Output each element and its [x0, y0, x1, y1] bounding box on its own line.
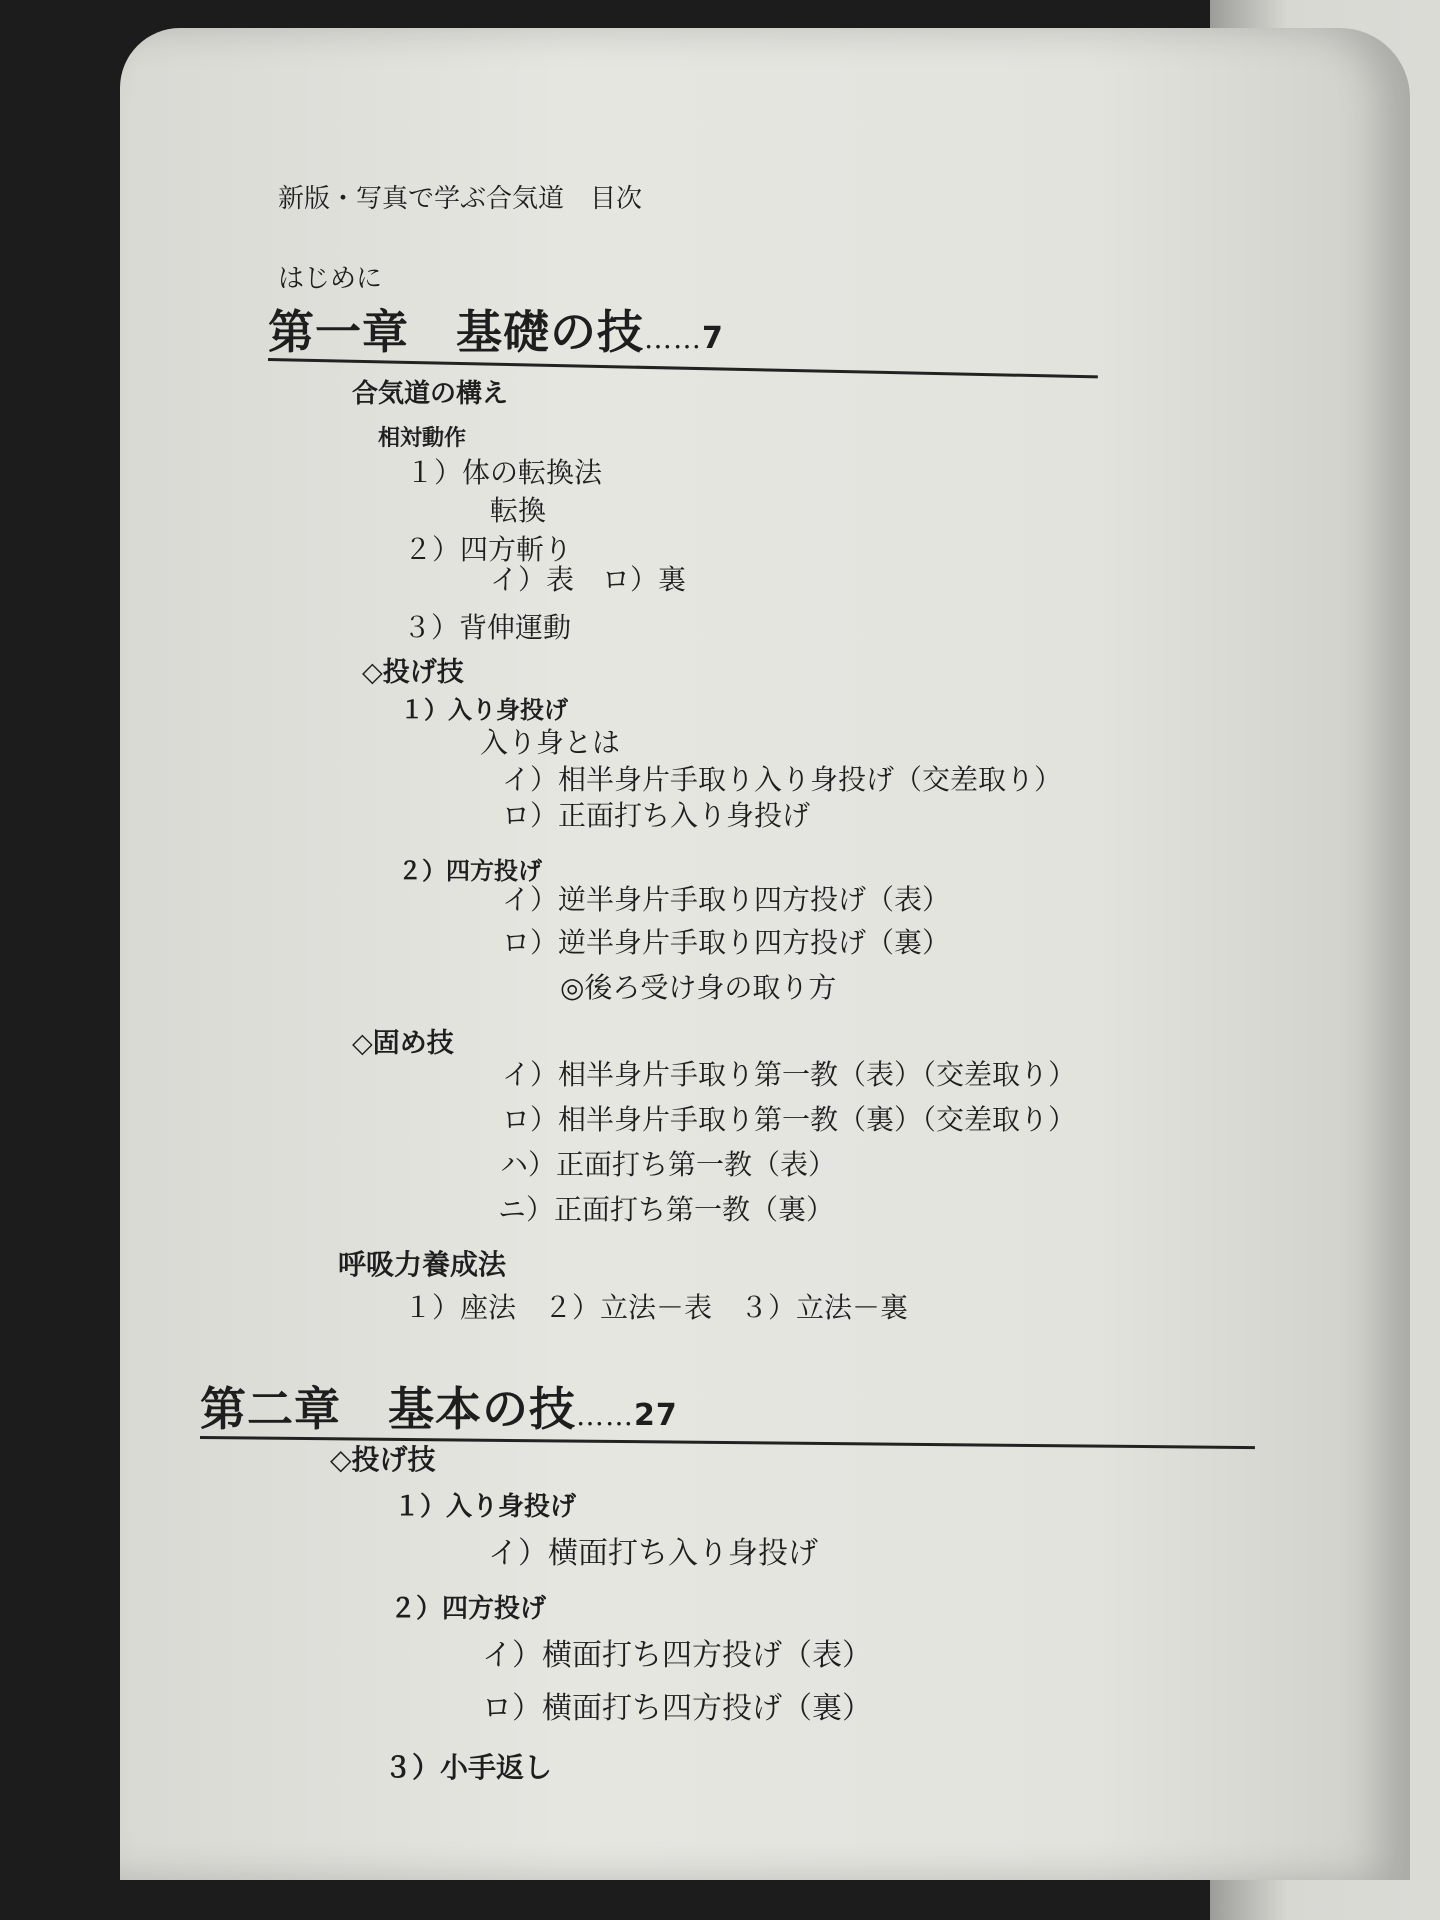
page-title: 新版・写真で学ぶ合気道 目次 — [278, 184, 643, 214]
toc-entry: ◇投げ技 — [362, 657, 464, 688]
toc-entry: 入り身とは — [480, 726, 621, 759]
toc-entry: ◇固め技 — [352, 1028, 454, 1059]
toc-entry: ニ）正面打ち第一教（裏） — [498, 1193, 835, 1226]
chapter1-dots: …… — [644, 322, 702, 355]
toc-entry: イ）逆半身片手取り四方投げ（表） — [502, 883, 951, 916]
toc-entry: ◇投げ技 — [330, 1443, 436, 1476]
toc-entry: イ）相半身片手取り第一教（表）（交差取り） — [502, 1058, 1077, 1091]
toc-entry: ３）小手返し — [384, 1751, 553, 1784]
toc-entry: １）入り身投げ — [400, 696, 568, 724]
toc-entry: イ）相半身片手取り入り身投げ（交差取り） — [502, 763, 1063, 796]
toc-entry: ハ）正面打ち第一教（表） — [500, 1148, 837, 1181]
chapter2-dots: …… — [576, 1399, 634, 1432]
toc-entry: ロ）正面打ち入り身投げ — [502, 799, 811, 832]
toc-entry: イ）横面打ち四方投げ（表） — [482, 1638, 872, 1673]
toc-entry: ロ）横面打ち四方投げ（裏） — [482, 1691, 872, 1726]
chapter1-title: 第一章 基礎の技 — [268, 305, 644, 359]
book-page — [120, 28, 1410, 1880]
toc-entry: 合気道の構え — [352, 379, 509, 409]
toc-entry: ３）背伸運動 — [403, 611, 572, 644]
toc-entry: ロ）相半身片手取り第一教（裏）（交差取り） — [502, 1103, 1077, 1136]
toc-entry: ◎後ろ受け身の取り方 — [560, 971, 837, 1004]
toc-entry: ロ）逆半身片手取り四方投げ（裏） — [502, 926, 951, 959]
toc-entry: イ）表 ロ）裏 — [490, 563, 687, 596]
toc-entry: 呼吸力養成法 — [338, 1248, 507, 1281]
toc-entry: 相対動作 — [378, 426, 467, 451]
chapter1-heading — [268, 296, 724, 362]
chapter1-page: 7 — [702, 321, 724, 356]
toc-entry: ２）四方投げ — [390, 1594, 547, 1624]
toc-entry: ２）四方斬り — [404, 533, 573, 566]
chapter2-title: 第二章 基本の技 — [200, 1382, 576, 1436]
chapter2-page: 27 — [634, 1398, 678, 1433]
toc-entry: イ）横面打ち入り身投げ — [488, 1536, 818, 1571]
toc-entry: 転換 — [490, 494, 547, 527]
toc-entry: １）座法 ２）立法－表 ３）立法－裏 — [404, 1291, 909, 1324]
toc-entry: １）入り身投げ — [394, 1492, 577, 1522]
toc-entry: １）体の転換法 — [406, 456, 603, 489]
chapter2-heading — [200, 1373, 678, 1439]
intro-entry: はじめに — [278, 264, 383, 294]
toc-entry: ２）四方投げ — [398, 857, 542, 885]
